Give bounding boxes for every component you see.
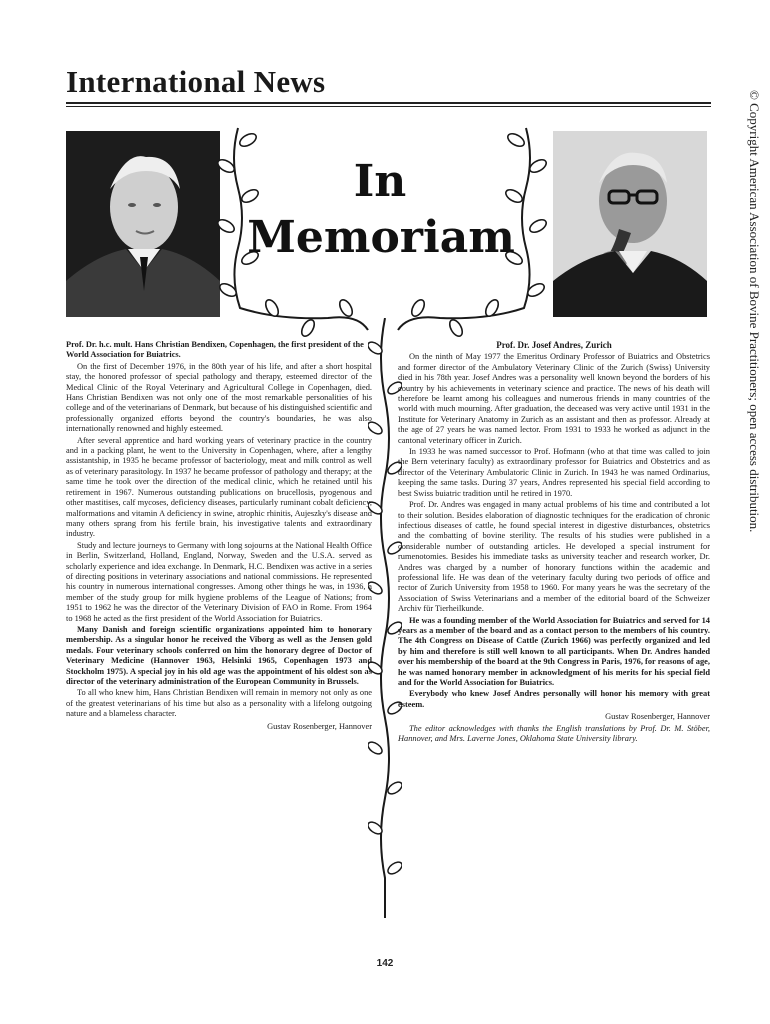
- article-paragraph-bold: Everybody who knew Josef Andres personally will honor his memory with great esteem.: [398, 689, 710, 709]
- article-signature: Gustav Rosenberger, Hannover: [605, 712, 710, 722]
- banner-title-line2: Memoriam: [247, 212, 515, 263]
- banner-title-line1: In: [353, 156, 407, 207]
- article-andres: [398, 340, 710, 745]
- header-rule-thin: [66, 106, 711, 107]
- article-paragraph: Prof. Dr. Andres was engaged in many actual problems of his time and contributed a lot to their solution. Besides elaboration of diagnostic techniques for the eradication of chronic infectious diseases of cattle, he found special interest in digestive disturbances, obstetrics and the combatting of bovine sterility. The results of his studies were published in a considerable number of outstanding articles. He developed a special instrument for rumenotomies. Besides his immediate tasks as university teacher and research worker, Dr. Andres was charged by a number of honorary functions within the academic and professional life. He was dean of the veterinary faculty during two periods of office and rector of Zurich University from 1958 to 1960. For many years he was the secretary of the Association of Swiss Veterinarians and a member of the editorial board of the Schweizer Archiv für Tierheilkunde.: [398, 500, 710, 614]
- section-title: International News: [66, 64, 326, 99]
- portrait-andres: [553, 131, 707, 317]
- article-heading: Prof. Dr. Josef Andres, Zurich: [496, 340, 612, 350]
- copyright-text: © Copyright American Association of Bovine Practitioners; open access distribution.: [747, 90, 762, 533]
- article-signature: Gustav Rosenberger, Hannover: [267, 721, 372, 731]
- translation-acknowledgment: The editor acknowledges with thanks the English translations by Prof. Dr. M. Stöber, Hannover, and Mrs. Laverne Jones, Oklahoma State University library.: [398, 723, 710, 744]
- article-paragraph: On the first of December 1976, in the 80th year of his life, and after a short hospital stay, the honored professor of special pathology and therapy, esteemed director of the Medical Clinic of the Royal Veterinary and Agricultural College in Copenhagen, died. Hans Christian Bendixen was not only one of the most remarkable personalities of his college and of the veterinarians of Denmark, but because of his distinguished scientific and professionally organized efforts beyond the country's boundaries, he was also internationally renowned and highly esteemed.: [66, 361, 372, 434]
- article-paragraph-bold: He was a founding member of the World Association for Buiatrics and served for 14 years as a member of the board and as a contact person to the members of his country. The 4th Congress on Disease of Cattle (Zurich 1966) was perfectly organized and led by him and therefore is still well known to all participants. When Dr. Andres handed over his membership of the board at the 9th Congress in Paris, 1976, for reasons of age, he was named honorary member in acknowledgment of his merits for his special field and for the World Association for Buiatrics.: [398, 615, 710, 687]
- article-paragraph: On the ninth of May 1977 the Emeritus Ordinary Professor of Buiatrics and Obstetrics and former director of the Ambulatory Veterinary Clinic of the Zurich (Swiss) University died in his 78th year. Josef Andres was a personality well known beyond the borders of his country by his achievements in veterinary science and practice. The news of his death will therefore be learnt among his colleagues and numerous friends in many countries of the world with much mourning. After graduation, the deceased was very active until 1931 in the Institute for Veterinary Anatomy in Zurich as an assistant and then as professor. Already at the age of 27 years he was named lector. From 1931 to 1933 he worked as adjunct in the cantonal veterinary officer in Zurich.: [398, 352, 710, 445]
- article-paragraph: In 1933 he was named successor to Prof. Hofmann (who at that time was called to join the Bern veterinary faculty) as extraordinary professor for Buiatrics and Obstetrics and as director of the Veterinary Ambulatoric Clinic in Zurich. In 1943 he was named Ordinarius, keeping the same tasks. During 37 years, Andres represented his special field according to best Swiss buiatric tradition until he retired in 1970.: [398, 447, 710, 498]
- article-paragraph-bold: Many Danish and foreign scientific organizations appointed him to honorary membership. As a singular honor he received the Viborg as well as the Jensen gold medals. Four veterinary schools conferred on him the honorary degree of Doctor of Veterinary Medicine (Hannover 1963, Helsinki 1965, Copenhagen 1973 and Stockholm 1975). A special joy in his old age was the appointment of his oldest son as director of the veterinary administration of the European Community in Brussels.: [66, 624, 372, 686]
- page-number: 142: [376, 958, 394, 969]
- portrait-bendixen: [66, 131, 220, 317]
- header-rule-thick: [66, 102, 711, 104]
- article-bendixen: [66, 340, 372, 733]
- article-heading: Prof. Dr. h.c. mult. Hans Christian Bendixen, Copenhagen, the first president of the World Association for Buiatrics.: [66, 340, 364, 360]
- copyright-notice: [744, 90, 766, 710]
- article-paragraph: To all who knew him, Hans Christian Bendixen will remain in memory not only as one of the greatest veterinarians of his time but also as a personality with a lifelong outgoing nature and a blameless character.: [66, 688, 372, 719]
- article-paragraph: After several apprentice and hard working years of veterinary practice in the country and in a packing plant, he went to the University in Copenhagen, where, after a lengthy assistantship, in 1935 he became professor of bacteriology, meat and milk control as well as of veterinary parasitology. In 1937 he became professor of pathology and therapy; at the same time he took over the direction of the medical clinic, which he retained until his retirement in 1967. Numerous outstanding publications on brucellosis, pyogenous and other mastitises, calf mycoses, deficiency diseases, particularly ruminant cobalt deficiency, malformations and vitamin A deficiency in swine, atrophic rhinitis, Aujeszky's disease and many others sprang from his fertile brain, his investigative talents and extraordinary industry.: [66, 435, 372, 539]
- article-paragraph: Study and lecture journeys to Germany with long sojourns at the National Health Office in Berlin, Switzerland, Holland, England, Norway, Sweden and the U.S.A. served as scholarly experience and idea exchange. In Denmark, H.C. Bendixen was active in a series of directing positions in veterinary associations and national commissions. He represented his country in numerous international congresses. Among other things he was, in 1936, a member of the study group for milk hygiene problems of the League of Nations; from 1951 to 1962 he was the director of the Veterinary Division of FAO in Rome. From 1964 to 1968 he acted as the first president of the World Association for Buiatrics.: [66, 540, 372, 623]
- vine-divider-ornament: [368, 318, 402, 918]
